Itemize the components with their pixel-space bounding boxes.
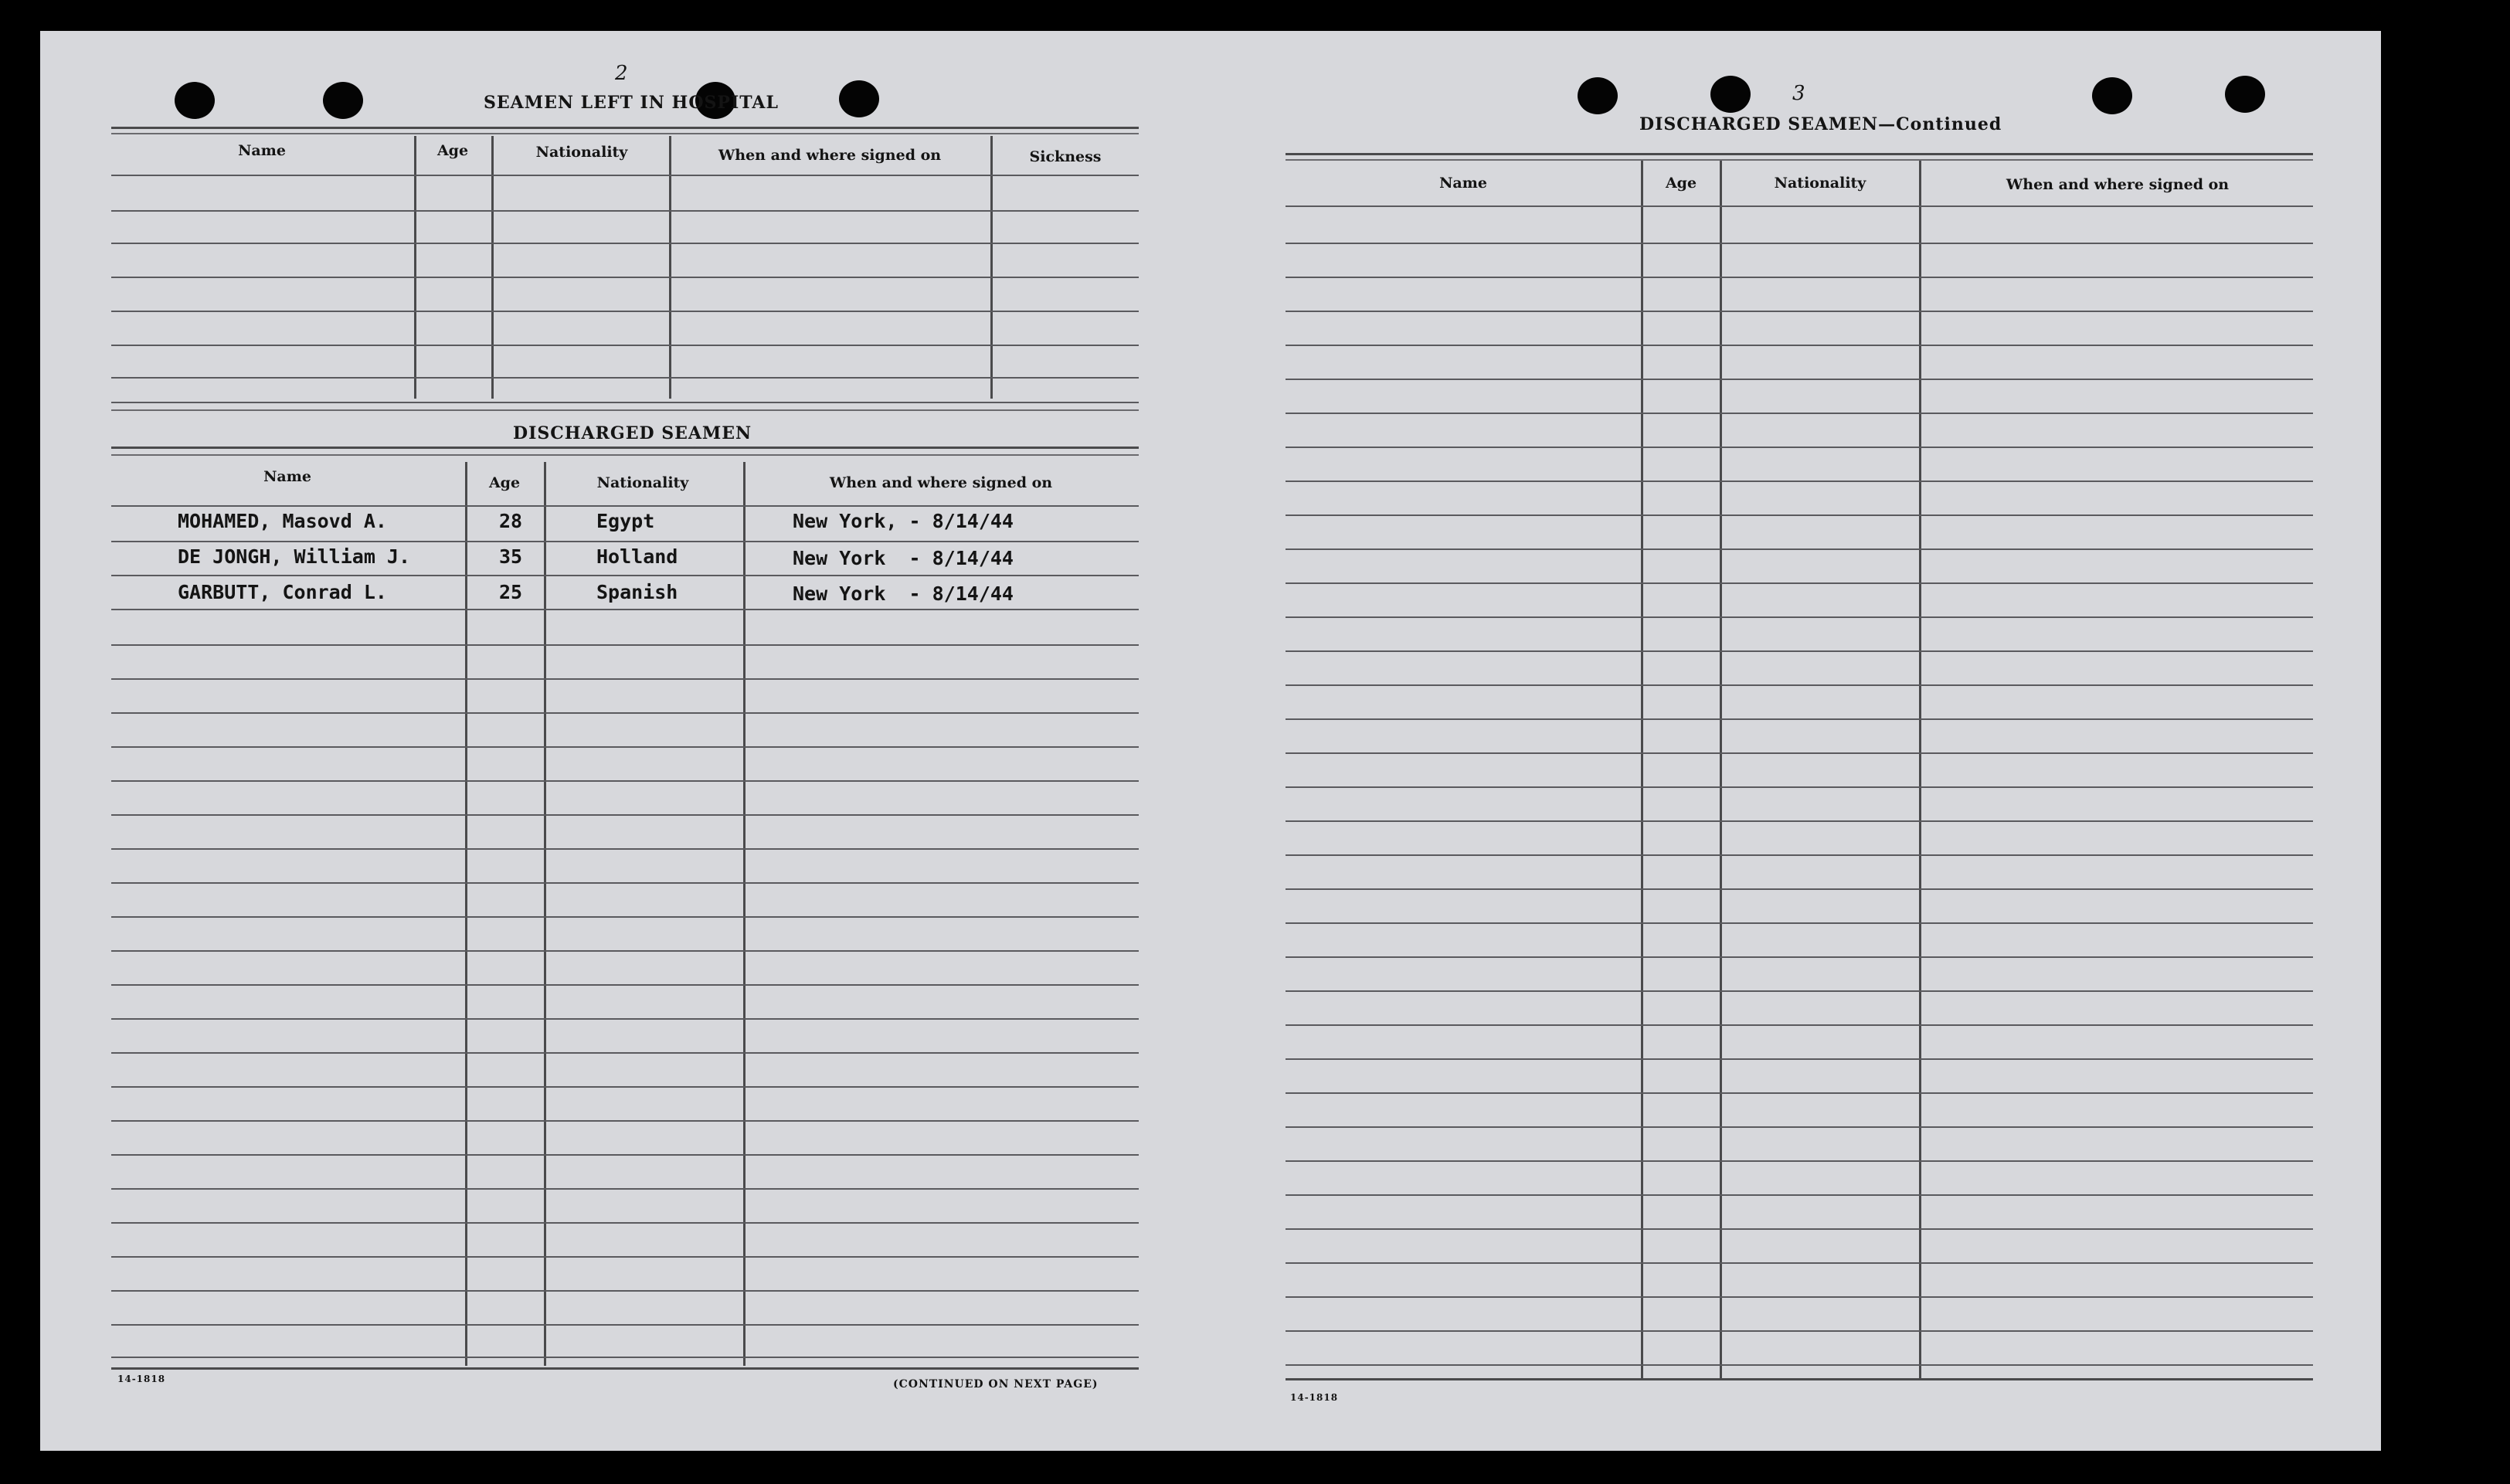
- column-header: When and where signed on: [718, 147, 942, 164]
- column-header: Nationality: [596, 474, 689, 491]
- form-number: 14-1818: [1290, 1392, 1339, 1403]
- hospital-section-title: SEAMEN LEFT IN HOSPITAL: [484, 93, 779, 113]
- column-header: Sickness: [1029, 148, 1102, 165]
- seaman-signed-on: New York - 8/14/44: [793, 547, 1014, 569]
- discharged-continued-title: DISCHARGED SEAMEN—Continued: [1639, 114, 2002, 134]
- seaman-age: 35: [499, 545, 523, 568]
- column-header: Age: [436, 142, 469, 159]
- column-header: Age: [1665, 175, 1697, 192]
- rule: [1286, 1378, 2313, 1380]
- discharged-section-title: DISCHARGED SEAMEN: [513, 423, 752, 443]
- column-header: Name: [263, 468, 311, 485]
- seaman-nationality: Spanish: [596, 581, 678, 603]
- column-header: Name: [1439, 175, 1487, 192]
- seaman-signed-on: New York, - 8/14/44: [793, 510, 1014, 532]
- column-header: When and where signed on: [2006, 176, 2230, 193]
- discharged-continued-rows: [1286, 0, 2313, 1391]
- column-header: When and where signed on: [829, 474, 1053, 491]
- form-number: 14-1818: [117, 1374, 166, 1384]
- column-header: Name: [238, 142, 286, 159]
- seaman-age: 28: [499, 510, 523, 532]
- column-header: Nationality: [535, 144, 628, 161]
- seaman-name: GARBUTT, Conrad L.: [178, 581, 387, 603]
- page-number: 3: [1792, 82, 1805, 105]
- seaman-nationality: Egypt: [596, 510, 655, 532]
- seaman-age: 25: [499, 581, 523, 603]
- seaman-name: MOHAMED, Masovd A.: [178, 510, 387, 532]
- rule: [111, 1367, 1139, 1370]
- seaman-name: DE JONGH, William J.: [178, 545, 411, 568]
- page-number: 2: [615, 62, 628, 85]
- continued-note: (CONTINUED ON NEXT PAGE): [893, 1378, 1099, 1391]
- column-header: Nationality: [1774, 175, 1866, 192]
- seaman-signed-on: New York - 8/14/44: [793, 582, 1014, 605]
- seaman-nationality: Holland: [596, 545, 678, 568]
- column-header: Age: [488, 474, 521, 491]
- discharged-rows: [111, 0, 1139, 1375]
